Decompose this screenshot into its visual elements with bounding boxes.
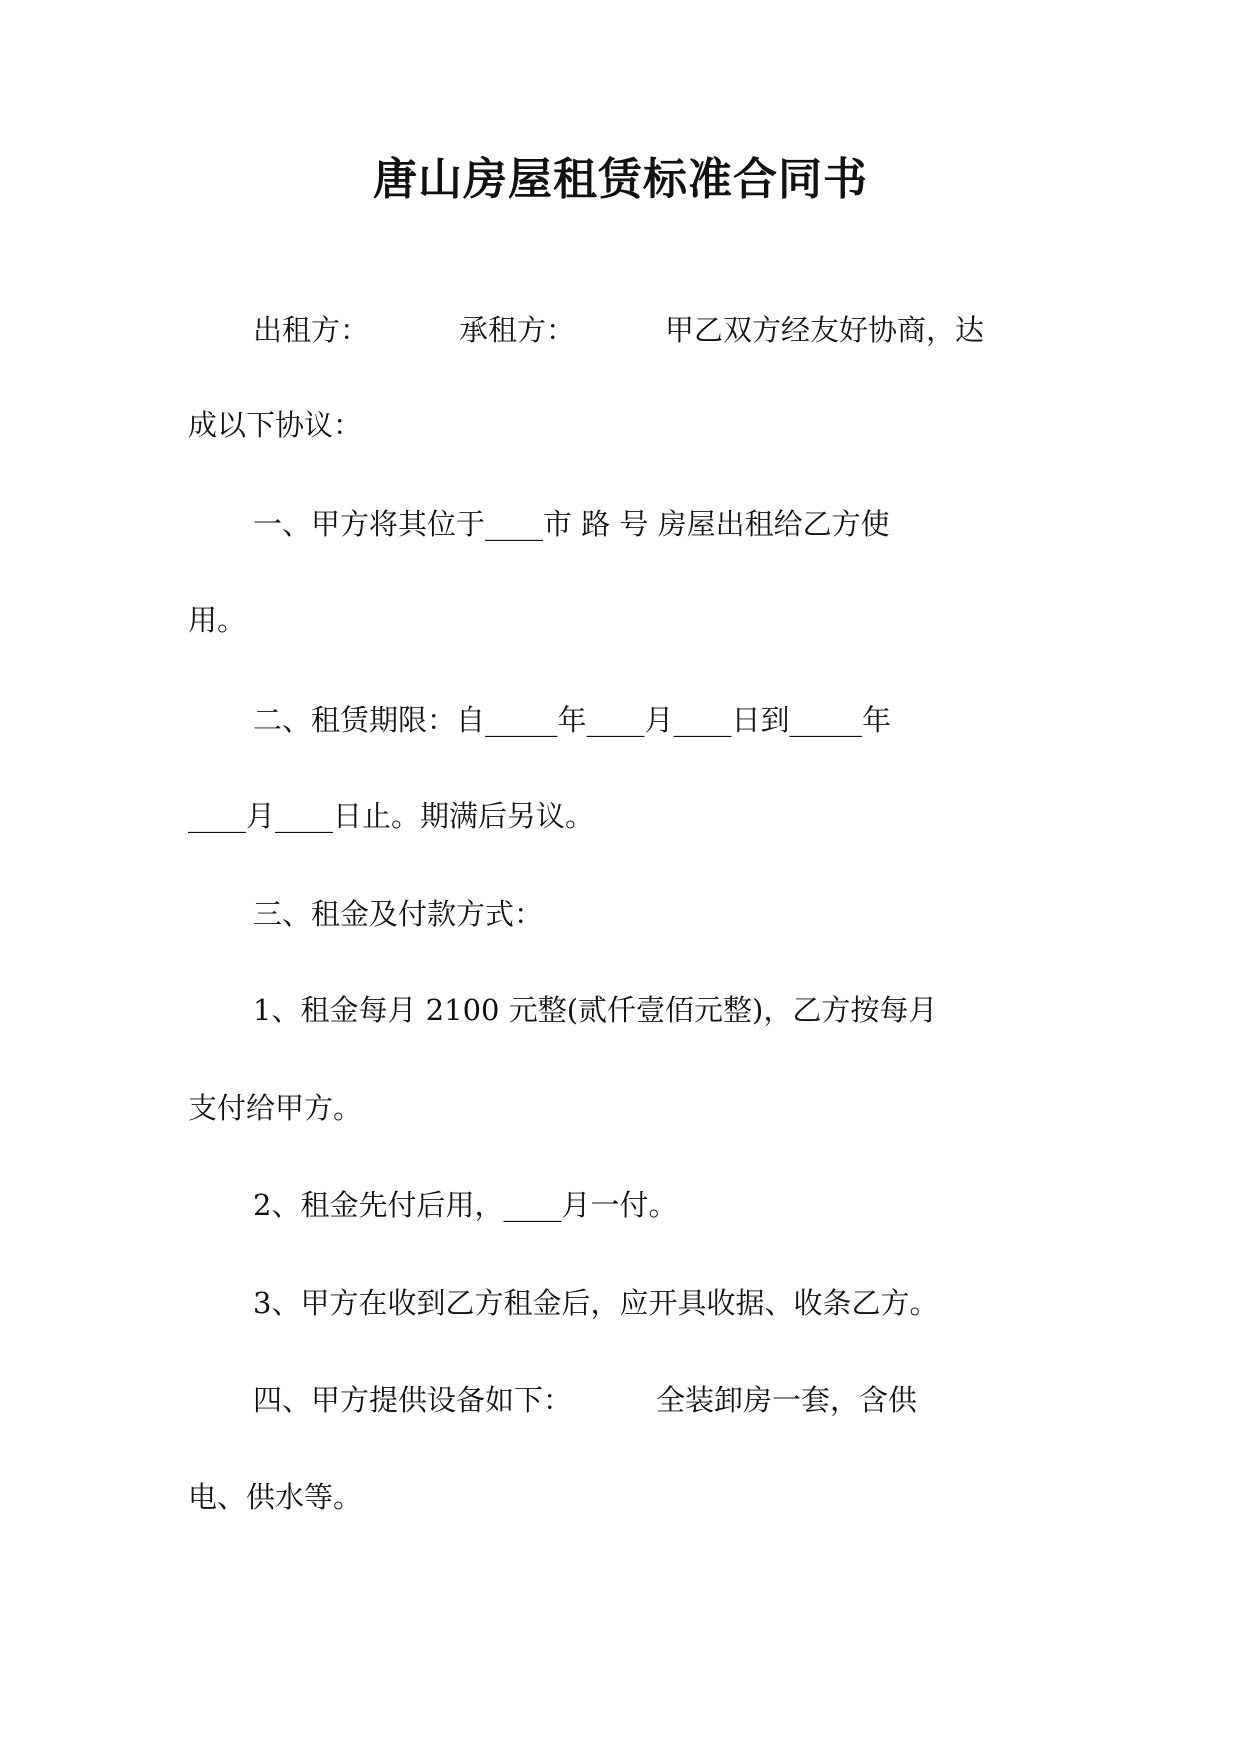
clause4-line2: 电、供水等。 xyxy=(188,1480,363,1514)
clause2-line1: 二、租赁期限：自_____年____月____日到_____年 xyxy=(253,703,892,737)
lessee-label: 承租方： xyxy=(459,313,576,347)
intro-continuation: 成以下协议： xyxy=(188,408,363,442)
clause4-equipment: 全装卸房一套，含供 xyxy=(656,1383,918,1417)
clause3-item2: 2、租金先付后用，____月一付。 xyxy=(253,1188,678,1222)
clause1-line2: 用。 xyxy=(188,603,247,637)
lessor-label: 出租方： xyxy=(253,313,370,347)
clause2-line2: ____月____日止。期满后另议。 xyxy=(188,799,595,833)
clause4-line1 xyxy=(253,1380,917,1420)
clause4-heading: 四、甲方提供设备如下： xyxy=(253,1383,573,1417)
parties-line xyxy=(253,310,984,350)
clause3-heading: 三、租金及付款方式： xyxy=(253,897,544,931)
clause1-line1: 一、甲方将其位于____市 路 号 房屋出租给乙方使 xyxy=(253,507,890,541)
clause3-item1-line1: 1、租金每月 2100 元整(贰仟壹佰元整)，乙方按每月 xyxy=(253,993,938,1027)
clause3-item3: 3、甲方在收到乙方租金后，应开具收据、收条乙方。 xyxy=(253,1286,939,1320)
clause3-item1-line2: 支付给甲方。 xyxy=(188,1091,363,1125)
intro-text: 甲乙双方经友好协商，达 xyxy=(665,313,985,347)
document-title: 唐山房屋租赁标准合同书 xyxy=(373,154,868,205)
